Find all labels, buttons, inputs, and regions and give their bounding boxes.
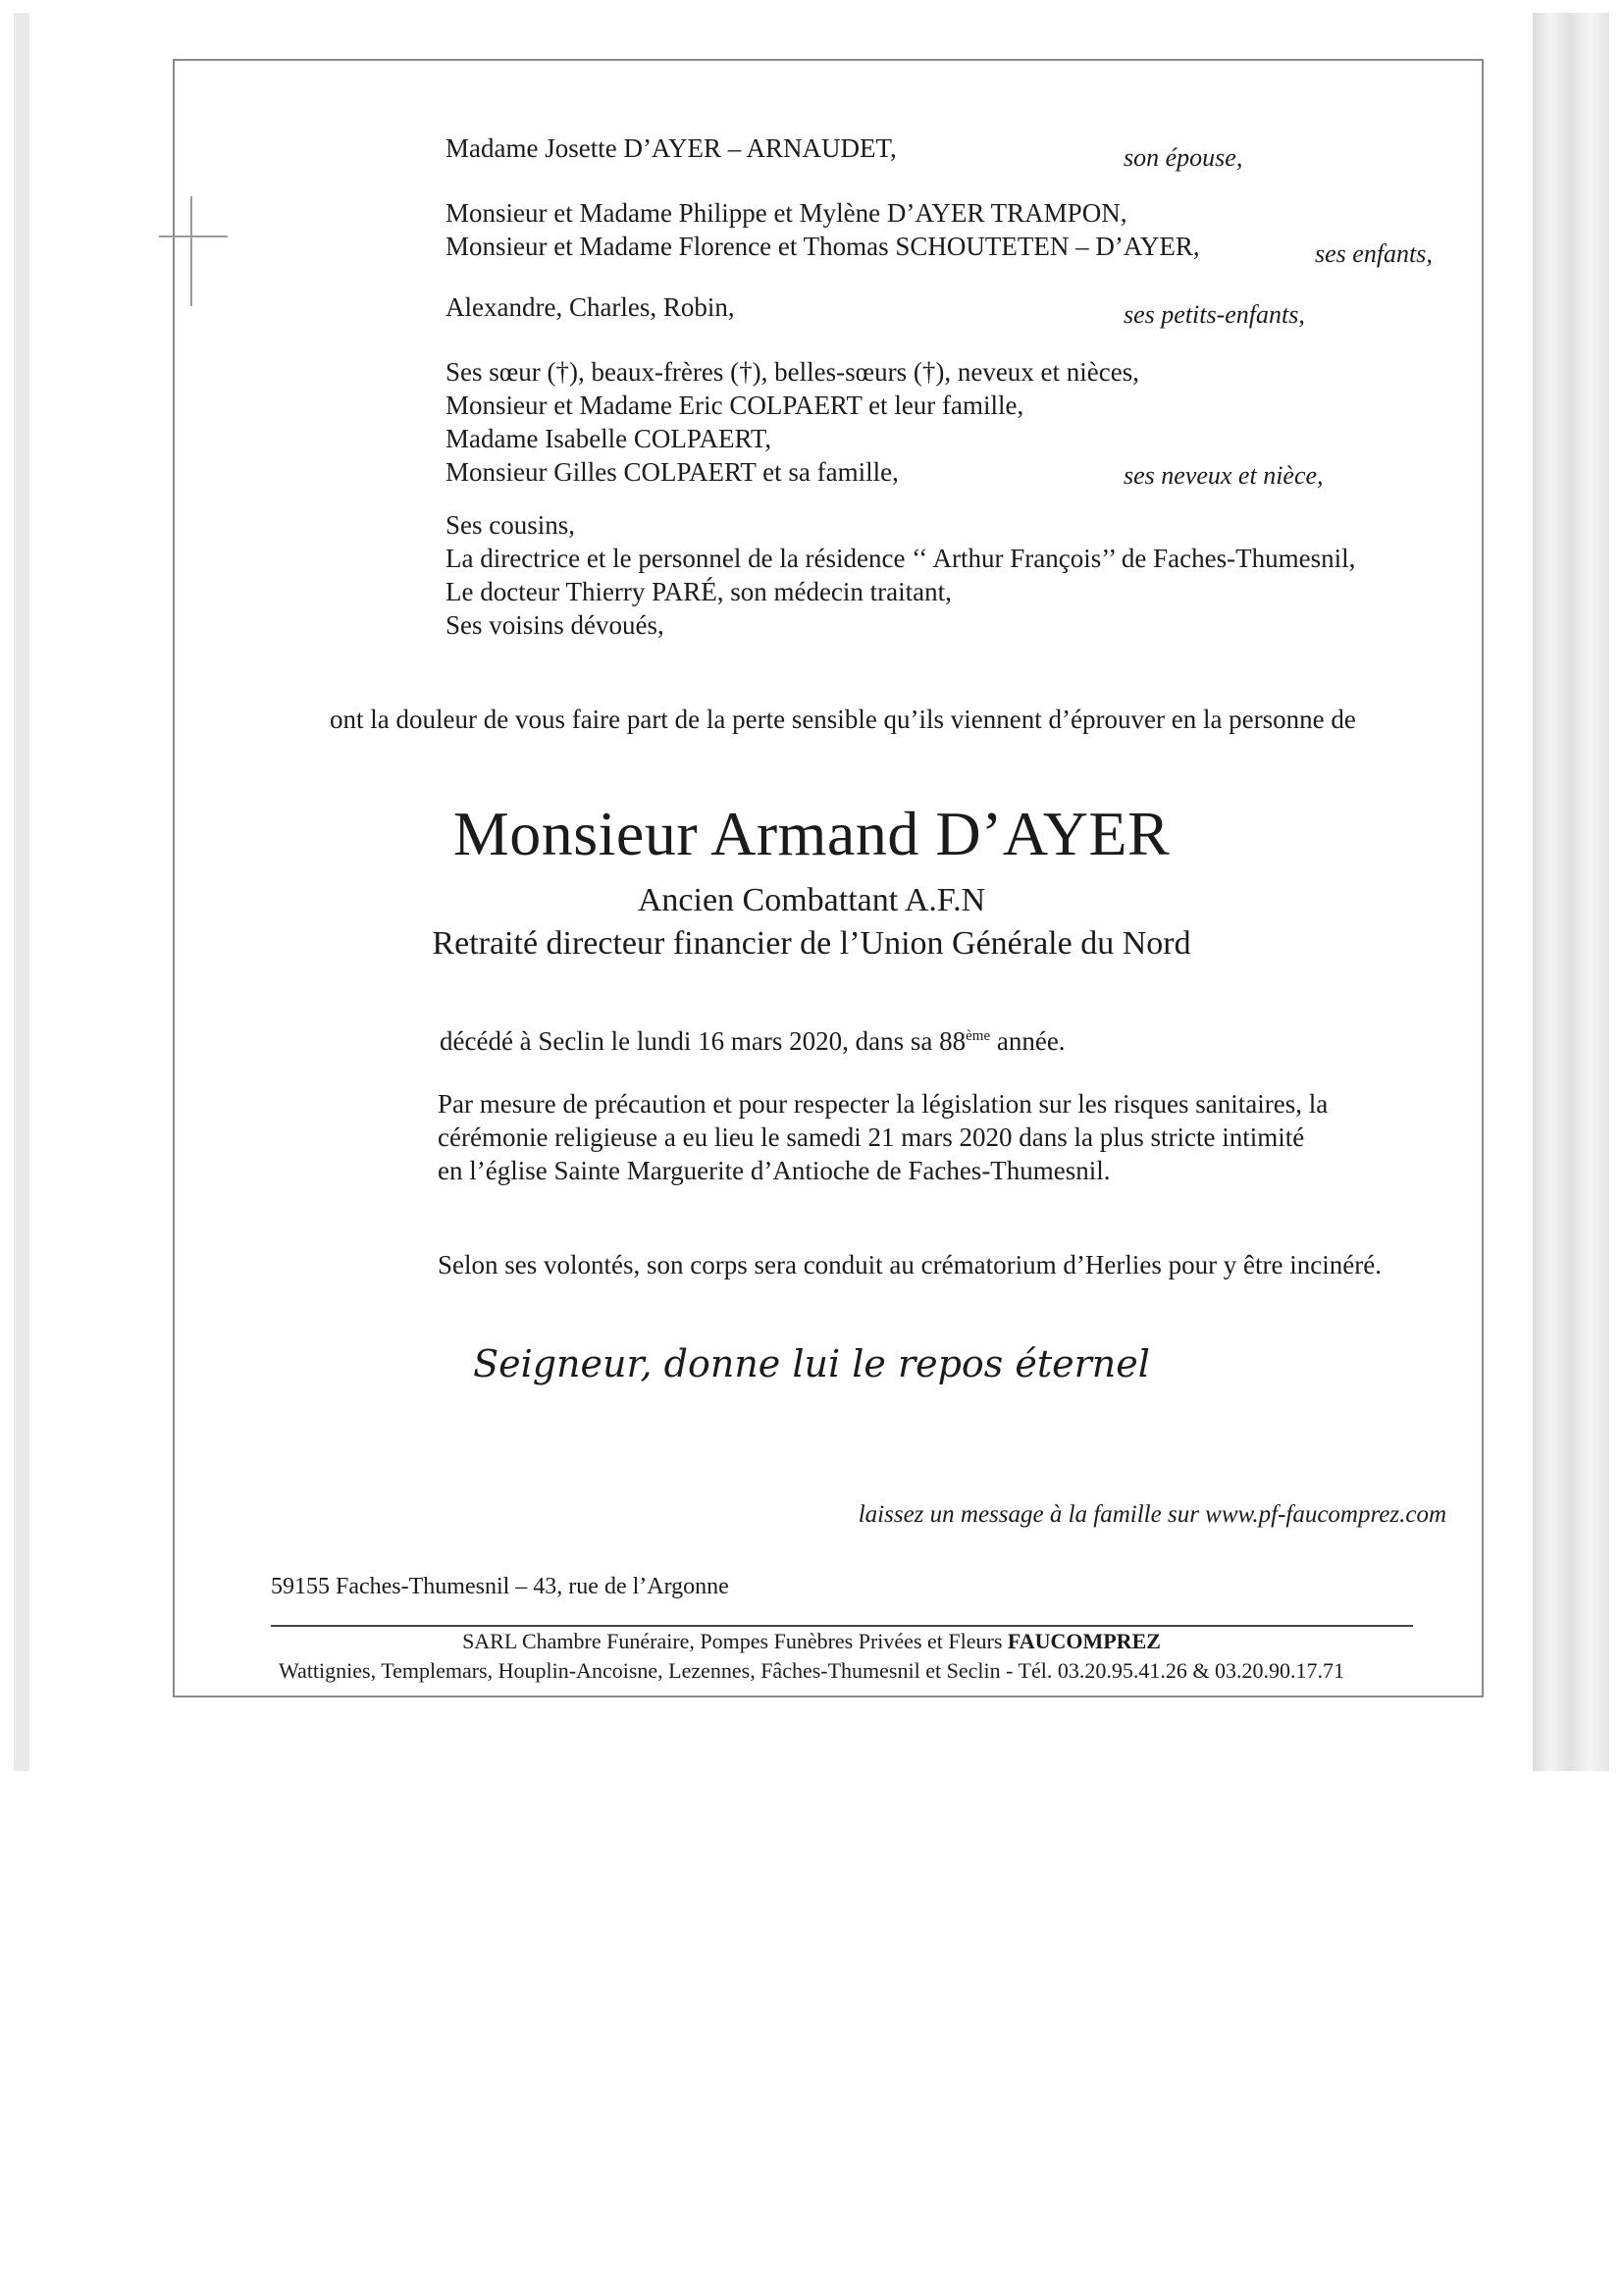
nephews-line-1: Ses sœur (†), beaux-frères (†), belles-sœurs (†), neveux et nièces,	[445, 357, 1139, 387]
nephews-line-2: Monsieur et Madame Eric COLPAERT et leur famille,	[445, 391, 1024, 420]
grandchildren-names: Alexandre, Charles, Robin,	[445, 292, 735, 322]
others-line-4: Ses voisins dévoués,	[445, 610, 664, 640]
ceremony-line-3: en l’église Sainte Marguerite d’Antioche de Faches-Thumesnil.	[438, 1156, 1111, 1185]
death-ordinal: ème	[966, 1028, 991, 1044]
grandchildren-role: ses petits-enfants,	[1124, 300, 1305, 329]
company-prefix: SARL Chambre Funéraire, Pompes Funèbres Privées et Fleurs	[462, 1629, 1008, 1653]
deceased-title-1: Ancien Combattant A.F.N	[637, 882, 986, 918]
ceremony-line-1: Par mesure de précaution et pour respecter la législation sur les risques sanitaires, la	[438, 1089, 1329, 1119]
company-name: FAUCOMPREZ	[1007, 1629, 1161, 1653]
cross-icon-horizontal	[159, 235, 228, 237]
footer-divider	[271, 1625, 1413, 1627]
deceased-name: Monsieur Armand D’AYER	[452, 799, 1171, 868]
cross-icon-vertical	[190, 196, 192, 306]
children-line-2: Monsieur et Madame Florence et Thomas SCHOUTETEN – D’AYER,	[445, 232, 1200, 261]
locations-line: Wattignies, Templemars, Houplin-Ancoisne, Lezennes, Fâches-Thumesnil et Seclin - Tél. 03.20.95.41.26 & 03.20.90.17.71	[279, 1658, 1344, 1683]
message-note: laissez un message à la famille sur www.pf-faucomprez.com	[858, 1501, 1446, 1528]
others-line-3: Le docteur Thierry PARÉ, son médecin traitant,	[445, 577, 952, 606]
cremation-text: Selon ses volontés, son corps sera conduit au crématorium d’Herlies pour y être incinéré.	[438, 1250, 1382, 1279]
death-notice	[440, 1024, 1066, 1058]
nephews-line-4: Monsieur Gilles COLPAERT et sa famille,	[445, 457, 899, 487]
announcement-text: ont la douleur de vous faire part de la perte sensible qu’ils viennent d’éprouver en la personne de	[330, 704, 1356, 734]
others-line-1: Ses cousins,	[445, 510, 576, 540]
nephews-line-3: Madame Isabelle COLPAERT,	[445, 424, 772, 453]
deceased-title-2: Retraité directeur financier de l’Union Générale du Nord	[432, 925, 1191, 962]
spouse-name: Madame Josette D’AYER – ARNAUDET,	[445, 133, 897, 163]
nephews-role: ses neveux et nièce,	[1124, 461, 1324, 490]
company-line	[0, 1628, 1623, 1655]
children-line-1: Monsieur et Madame Philippe et Mylène D’AYER TRAMPON,	[445, 198, 1127, 228]
death-text-end: année.	[990, 1026, 1066, 1056]
children-role: ses enfants,	[1315, 239, 1433, 268]
ceremony-line-2: cérémonie religieuse a eu lieu le samedi 21 mars 2020 dans la plus stricte intimité	[438, 1122, 1305, 1152]
spouse-role: son épouse,	[1124, 143, 1243, 172]
prayer-text: Seigneur, donne lui le repos éternel	[473, 1342, 1150, 1385]
address-text: 59155 Faches-Thumesnil – 43, rue de l’Argonne	[271, 1574, 729, 1599]
others-line-2: La directrice et le personnel de la résidence ‘‘ Arthur François’’ de Faches-Thumesnil,	[445, 544, 1356, 573]
death-text: décédé à Seclin le lundi 16 mars 2020, dans sa 88	[440, 1026, 967, 1056]
